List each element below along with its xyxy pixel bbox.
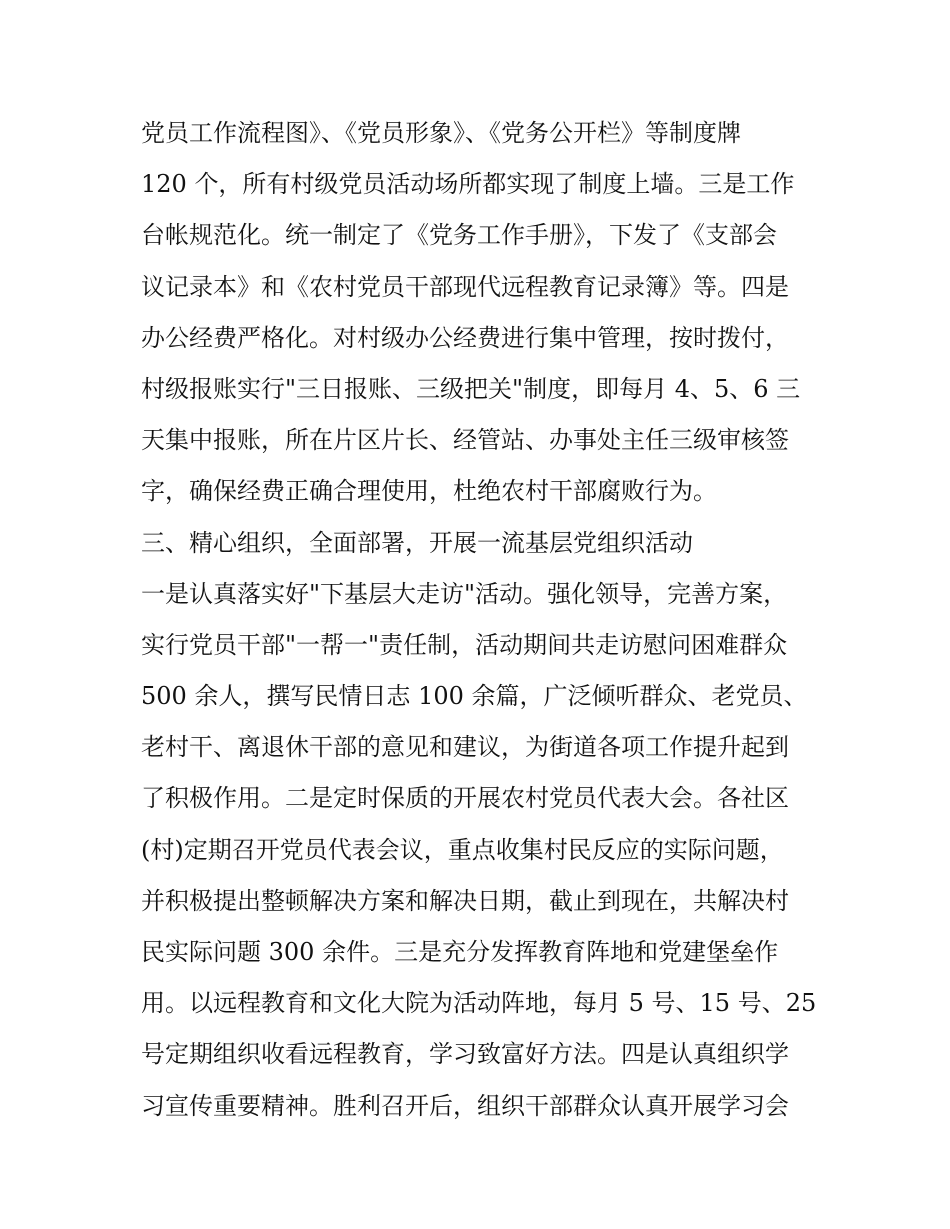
text-line: 并积极提出整顿解决方案和解决日期，截止到现在，共解决村 xyxy=(141,886,789,915)
text-line: 500 余人，撰写民情日志 100 余篇，广泛倾听群众、老党员、 xyxy=(141,682,808,711)
text-line: 村级报账实行"三日报账、三级把关"制度，即每月 4、5、6 三 xyxy=(141,374,801,403)
text-line: 老村干、离退休干部的意见和建议，为街道各项工作提升起到 xyxy=(141,733,789,762)
section-heading: 三、精心组织，全面部署，开展一流基层党组织活动 xyxy=(141,528,693,557)
text-line: 了积极作用。二是定时保质的开展农村党员代表大会。各社区 xyxy=(141,784,789,813)
text-line: 字，确保经费正确合理使用，杜绝农村干部腐败行为。 xyxy=(141,477,717,506)
text-line: 办公经费严格化。对村级办公经费进行集中管理，按时拨付， xyxy=(141,323,789,352)
text-line: (村)定期召开党员代表会议，重点收集村民反应的实际问题， xyxy=(141,835,784,864)
body-text xyxy=(141,108,821,1132)
text-line: 天集中报账，所在片区片长、经管站、办事处主任三级审核签 xyxy=(141,426,789,455)
text-line: 台帐规范化。统一制定了《党务工作手册》，下发了《支部会 xyxy=(141,221,777,250)
text-line: 一是认真落实好"下基层大走访"活动。强化领导，完善方案， xyxy=(141,579,788,608)
text-line: 实行党员干部"一帮一"责任制，活动期间共走访慰问困难群众 xyxy=(141,630,788,659)
text-line: 民实际问题 300 余件。三是充分发挥教育阵地和党建堡垒作 xyxy=(141,938,779,966)
text-line: 议记录本》和《农村党员干部现代远程教育记录簿》等。四是 xyxy=(141,272,789,301)
text-line: 用。以远程教育和文化大院为活动阵地，每月 5 号、15 号、25 xyxy=(141,989,817,1018)
text-line: 120 个，所有村级党员活动场所都实现了制度上墙。三是工作 xyxy=(141,170,795,199)
text-line: 党员工作流程图》、《党员形象》、《党务公开栏》等制度牌 xyxy=(141,119,741,147)
text-line: 号定期组织收看远程教育，学习致富好方法。四是认真组织学 xyxy=(141,1040,789,1069)
text-line: 习宣传重要精神。胜利召开后，组织干部群众认真开展学习会 xyxy=(141,1091,789,1120)
